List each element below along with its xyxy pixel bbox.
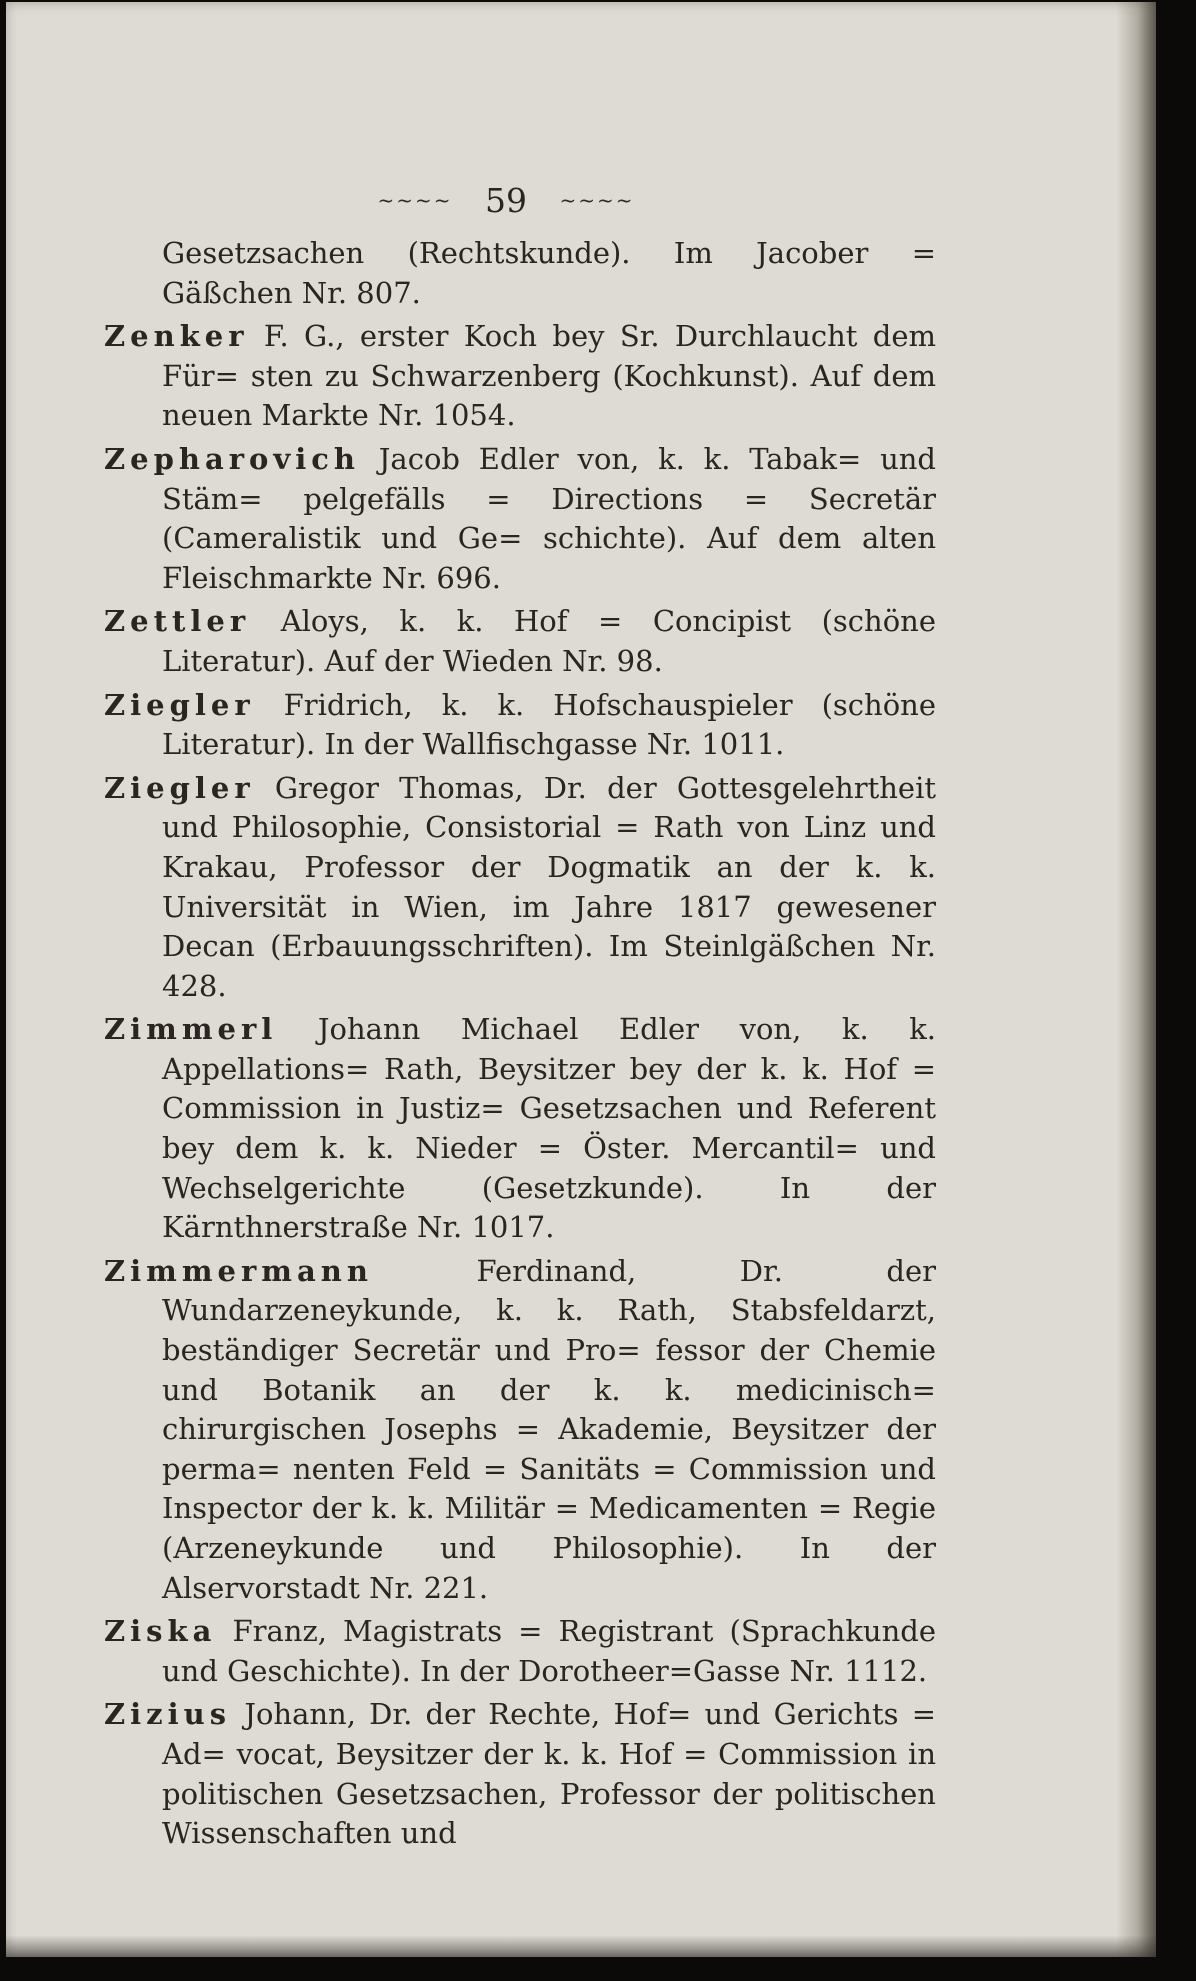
entry-ziegler-gregor	[104, 769, 936, 1007]
entry-name: Zimmerl	[104, 1012, 278, 1047]
entry-text: Gregor Thomas, Dr. der Gottesgelehrtheit und Philosophie, Consistorial = Rath von Linz und Krakau, Professor der Dogmatik an der k. k. Universität in Wien, im Jahre 1817 gewesener Decan (Erbauungsschriften). Im Steinlgäßchen Nr. 428.	[162, 770, 937, 1003]
page-header	[6, 178, 1006, 220]
entry-zepharovich	[104, 440, 936, 598]
entry-zenker	[104, 317, 936, 436]
header-ornament-right: ~~~~	[559, 188, 635, 212]
entry-name: Ziska	[104, 1614, 217, 1649]
book-page	[6, 2, 1156, 1957]
header-ornament-left: ~~~~	[377, 188, 453, 212]
entry-name: Zimmermann	[104, 1253, 373, 1288]
entry-text: Franz, Magistrats = Registrant (Sprachkunde und Geschichte). In der Dorotheer=Gasse Nr. 1112.	[162, 1614, 936, 1688]
entry-ziska	[104, 1612, 936, 1691]
entry-text: Fridrich, k. k. Hofschauspieler (schöne Literatur). In der Wallfischgasse Nr. 1011.	[162, 687, 937, 762]
entry-text: Aloys, k. k. Hof = Concipist (schöne Literatur). Auf der Wieden Nr. 98.	[162, 604, 937, 678]
entry-name: Ziegler	[104, 770, 255, 805]
directory-entries	[104, 234, 936, 1858]
page-number: 59	[485, 180, 527, 220]
entry-name: Zenker	[104, 319, 249, 354]
entry-text: Johann Michael Edler von, k. k. Appellations= Rath, Beysitzer bey der k. k. Hof = Commission in Justiz= Gesetzsachen und Referent bey dem k. k. Nieder = Öster. Mercantil= und Wechselgerichte (Gesetzkunde). In der Kärnthnerstraße Nr. 1017.	[162, 1012, 937, 1245]
entry-text: Ferdinand, Dr. der Wundarzeneykunde, k. k. Rath, Stabsfeldarzt, beständiger Secretär und Pro= fessor der Chemie und Botanik an der k. k. medicinisch= chirurgischen Josephs = Akademie, Beysitzer der perma= nenten Feld = Sanitäts = Commission und Inspector der k. k. Militär = Medicamenten = Regie (Arzeneykunde und Philosophie). In der Alservorstadt Nr. 221.	[162, 1253, 936, 1605]
entry-zimmerl	[104, 1010, 936, 1248]
entry-name: Zepharovich	[104, 441, 361, 476]
entry-zettler	[104, 602, 936, 681]
page-edge-shadow	[1116, 2, 1156, 1957]
entry-text: Johann, Dr. der Rechte, Hof= und Gerichts = Ad= vocat, Beysitzer der k. k. Hof = Commission in politischen Gesetzsachen, Professor der politischen Wissenschaften und	[162, 1697, 937, 1851]
entry-name: Zettler	[104, 604, 251, 639]
entry-name: Ziegler	[104, 687, 255, 722]
entry-text: Gesetzsachen (Rechtskunde). Im Jacober = Gäßchen Nr. 807.	[162, 236, 936, 310]
entry-text: Jacob Edler von, k. k. Tabak= und Stäm= pelgefälls = Directions = Secretär (Cameralistik und Ge= schichte). Auf dem alten Fleischmarkte Nr. 696.	[162, 441, 936, 595]
entry-name: Zizius	[104, 1697, 232, 1732]
entry-zimmermann	[104, 1252, 936, 1608]
page-bottom-shadow	[6, 1935, 1156, 1957]
entry-continuation	[104, 234, 936, 313]
entry-ziegler-fridrich	[104, 686, 936, 765]
entry-text: F. G., erster Koch bey Sr. Durchlaucht dem Für= sten zu Schwarzenberg (Kochkunst). Auf dem neuen Markte Nr. 1054.	[162, 319, 937, 433]
entry-zizius	[104, 1695, 936, 1853]
